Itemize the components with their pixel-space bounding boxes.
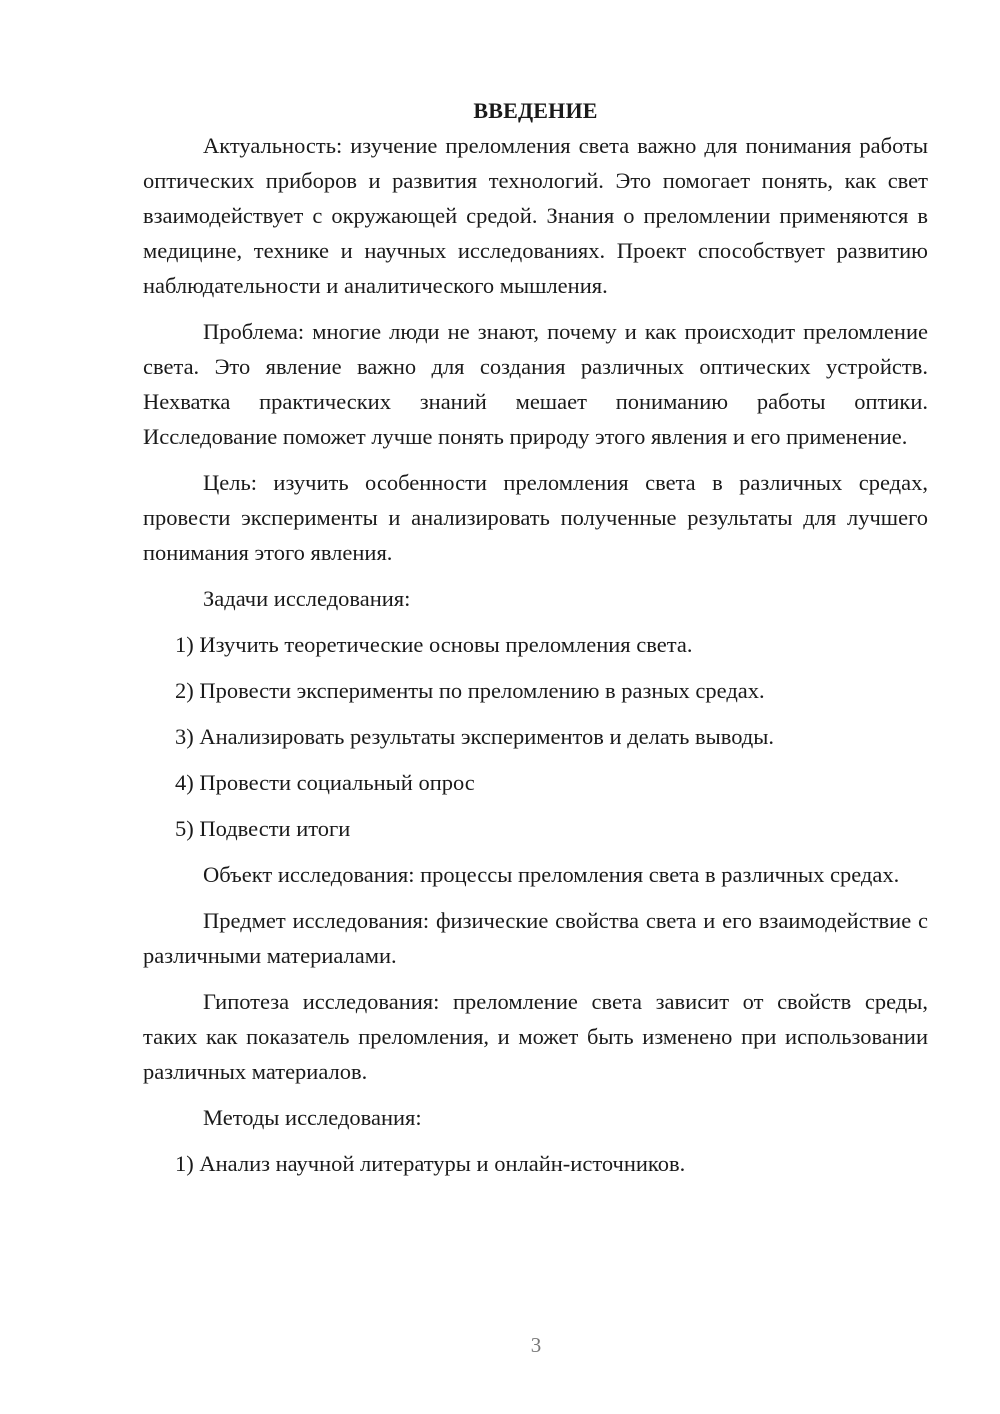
paragraph-subject: Предмет исследования: физические свойства света и его взаимодействие с различными материалами. xyxy=(143,908,928,968)
paragraph-hypothesis: Гипотеза исследования: преломление света зависит от свойств среды, таких как показатель преломления, и может быть изменено при использовании различных материалов. xyxy=(143,989,928,1084)
document-page xyxy=(143,93,928,1181)
list-item: 1) Изучить теоретические основы преломления света. xyxy=(175,632,693,657)
methods-title: Методы исследования: xyxy=(203,1105,422,1130)
list-item: 5) Подвести итоги xyxy=(175,816,351,841)
page-title: ВВЕДЕНИЕ xyxy=(473,98,598,123)
methods-list xyxy=(143,1146,928,1181)
list-item: 3) Анализировать результаты экспериментов и делать выводы. xyxy=(175,724,774,749)
tasks-list xyxy=(143,627,928,846)
list-item: 2) Провести эксперименты по преломлению в разных средах. xyxy=(175,678,765,703)
list-item: 4) Провести социальный опрос xyxy=(175,770,475,795)
page-number: 3 xyxy=(530,1333,542,1357)
paragraph-relevance: Актуальность: изучение преломления света важно для понимания работы оптических приборов и развития технологий. Это помогает понять, как свет взаимодействует с окружающей средой. Знания о преломлении применяются в медицине, технике и научных исследованиях. Проект способствует развитию наблюдательности и аналитического мышления. xyxy=(143,133,928,298)
tasks-title: Задачи исследования: xyxy=(203,586,411,611)
list-item: 1) Анализ научной литературы и онлайн-источников. xyxy=(175,1151,686,1176)
paragraph-goal: Цель: изучить особенности преломления света в различных средах, провести эксперименты и анализировать полученные результаты для лучшего понимания этого явления. xyxy=(143,470,928,565)
paragraph-problem: Проблема: многие люди не знают, почему и как происходит преломление света. Это явление важно для создания различных оптических устройств. Нехватка практических знаний мешает пониманию работы оптики. Исследование поможет лучше понять природу этого явления и его применение. xyxy=(143,319,928,449)
paragraph-object: Объект исследования: процессы преломления света в различных средах. xyxy=(203,862,900,887)
